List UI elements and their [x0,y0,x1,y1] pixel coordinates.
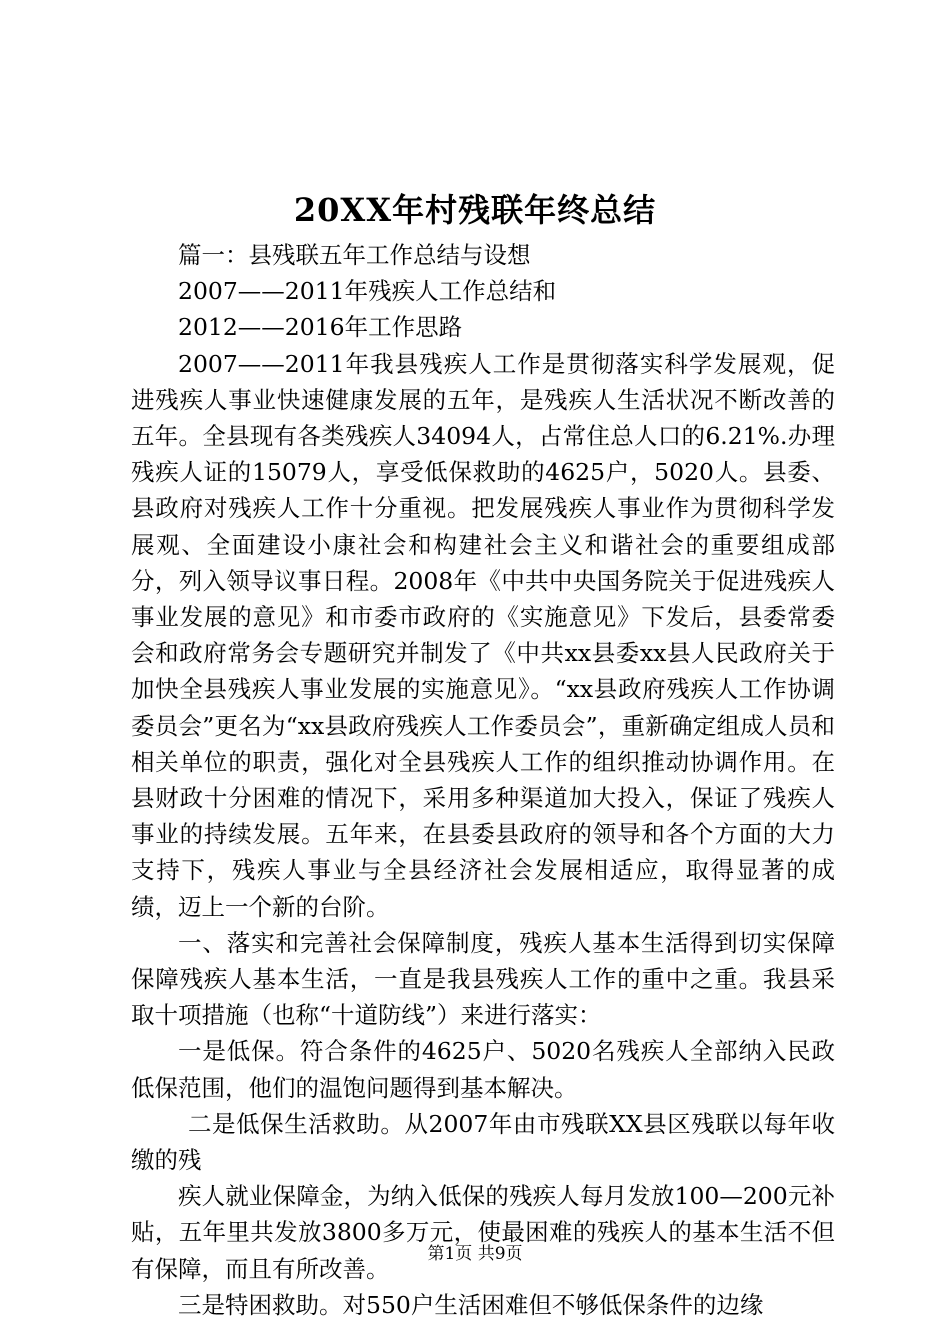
document-title: 20XX年村残联年终总结 [293,191,657,229]
body-paragraph: 疾人就业保障金，为纳入低保的残疾人每月发放100—200元补贴，五年里共发放3800多万元，使最困难的残疾人的基本生活不但有保障，而且有所改善。 [131,1182,835,1283]
page-footer: 第1页 共9页 [427,1244,523,1264]
body-paragraph: 二是低保生活救助。从2007年由市残联XX县区残联以每年收缴的残 [131,1109,835,1175]
subheading-line-2: 2012——2016年工作思路 [178,313,463,342]
body-paragraph: 2007——2011年我县残疾人工作是贯彻落实科学发展观，促进残疾人事业快速健康发展的五年，是残疾人生活状况不断改善的五年。全县现有各类残疾人34094人，占常住总人口的6.21%.办理残疾人证的15079人，享受低保救助的4625户，5020人。县委、县政府对残疾人工作十分重视。把发展残疾人事业作为贯彻科学发展观、全面建设小康社会和构建社会主义和谐社会的重要组成部分，列入领导议事日程。2008年《中共中央国务院关于促进残疾人事业发展的意见》和市委市政府的《实施意见》下发后，县委常委会和政府常务会专题研究并制发了《中共xx县委xx县人民政府关于加快全县残疾人事业发展的实施意见》。“xx县政府残疾人工作协调委员会”更名为“xx县政府残疾人工作委员会”，重新确定组成人员和相关单位的职责，强化对全县残疾人工作的组织推动协调作用。在县财政十分困难的情况下，采用多种渠道加大投入，保证了残疾人事业的持续发展。五年来，在县委县政府的领导和各个方面的大力支持下，残疾人事业与全县经济社会发展相适应，取得显著的成绩，迈上一个新的台阶。 [131,349,835,921]
section-heading: 篇一：县残联五年工作总结与设想 [178,241,531,269]
body-paragraph: 三是特困救助。对550户生活困难但不够低保条件的边缘 [178,1290,764,1319]
document-body [131,237,835,1323]
body-paragraph: 一、落实和完善社会保障制度，残疾人基本生活得到切实保障保障残疾人基本生活，一直是我县残疾人工作的重中之重。我县采取十项措施（也称“十道防线”）来进行落实： [131,928,835,1030]
subheading-line-1: 2007——2011年残疾人工作总结和 [178,277,557,306]
body-paragraph: 一是低保。符合条件的4625户、5020名残疾人全部纳入民政低保范围，他们的温饱问题得到基本解决。 [131,1037,835,1102]
